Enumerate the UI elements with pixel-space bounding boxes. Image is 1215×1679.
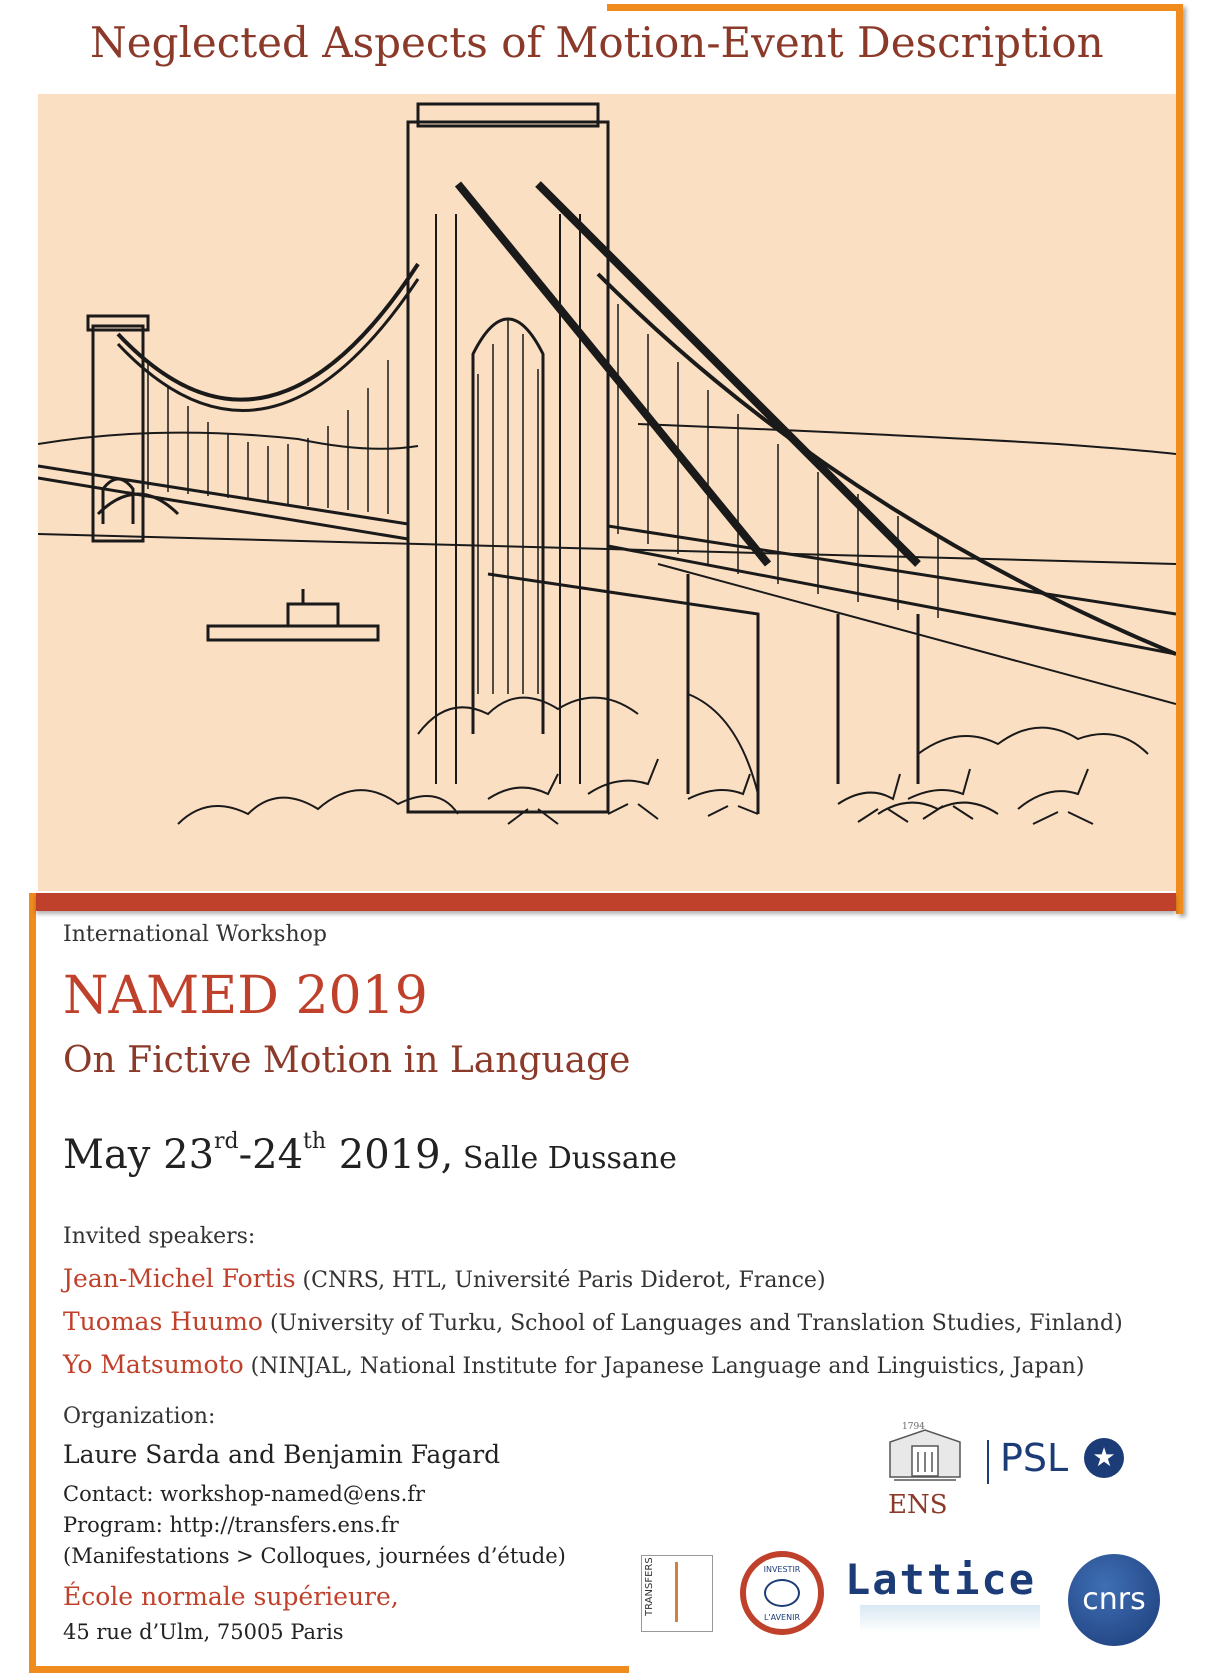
organizers: Laure Sarda and Benjamin Fagard <box>63 1440 501 1469</box>
lattice-logo <box>845 1555 1036 1604</box>
speaker-row <box>63 1307 1123 1336</box>
investir-bottom: L'AVENIR <box>763 1613 801 1622</box>
transfers-logo <box>641 1555 713 1632</box>
speaker-name: Jean-Michel Fortis <box>63 1264 296 1293</box>
cnrs-logo <box>1068 1554 1160 1646</box>
psl-star-icon: ★ <box>1084 1438 1124 1478</box>
event-subtitle: On Fictive Motion in Language <box>63 1040 631 1081</box>
ens-label: ENS <box>888 1490 948 1520</box>
event-dates <box>63 1129 677 1178</box>
organization-label: Organization: <box>63 1404 216 1429</box>
investir-top: INVESTIR <box>763 1565 801 1574</box>
speakers-label: Invited speakers: <box>63 1224 256 1249</box>
school-address: 45 rue d’Ulm, 75005 Paris <box>63 1620 344 1644</box>
psl-label: PSL <box>1000 1436 1069 1480</box>
investir-avenir-logo <box>740 1551 824 1635</box>
program-url[interactable]: Program: http://transfers.ens.fr <box>63 1513 399 1537</box>
school-name: École normale supérieure, <box>63 1582 399 1611</box>
psl-logo <box>1000 1436 1068 1480</box>
workshop-kicker: International Workshop <box>63 922 327 947</box>
frame-left-border <box>29 893 36 1673</box>
date-year: 2019, <box>326 1132 454 1178</box>
frame-bottom-border <box>29 1666 629 1673</box>
cnrs-label: cnrs <box>1082 1582 1146 1617</box>
program-path: (Manifestations > Colloques, journées d’étude) <box>63 1544 566 1568</box>
speaker-row <box>63 1350 1084 1379</box>
marianne-icon <box>764 1579 800 1607</box>
lattice-reflection <box>860 1605 1040 1633</box>
speaker-row <box>63 1264 826 1293</box>
transfers-mark <box>675 1562 708 1622</box>
date-separator: -24 <box>238 1132 304 1178</box>
venue: Salle Dussane <box>453 1141 677 1176</box>
logo-divider <box>987 1440 989 1484</box>
speaker-affiliation: (CNRS, HTL, Université Paris Diderot, France) <box>295 1268 826 1293</box>
date-suffix-th: th <box>303 1129 327 1154</box>
contact-email[interactable]: Contact: workshop-named@ens.fr <box>63 1482 426 1506</box>
date-month: May 23 <box>63 1132 215 1178</box>
poster-title: Neglected Aspects of Motion-Event Description <box>90 18 1104 67</box>
frame-right-border <box>1176 4 1183 914</box>
transfers-label: TRANSFERS <box>644 1557 655 1616</box>
speaker-affiliation: (NINJAL, National Institute for Japanese Language and Linguistics, Japan) <box>243 1354 1085 1379</box>
ens-year: 1794 <box>902 1422 925 1432</box>
bridge-illustration <box>38 94 1176 891</box>
lattice-label: Lattice <box>845 1555 1037 1604</box>
section-divider <box>36 893 1176 911</box>
frame-top-border <box>607 4 1182 11</box>
date-suffix-rd: rd <box>214 1129 239 1154</box>
speaker-name: Tuomas Huumo <box>63 1307 263 1336</box>
speaker-affiliation: (University of Turku, School of Languages and Translation Studies, Finland) <box>262 1311 1123 1336</box>
event-name: NAMED 2019 <box>63 966 428 1026</box>
ens-logo <box>880 1422 970 1522</box>
speaker-name: Yo Matsumoto <box>63 1350 244 1379</box>
